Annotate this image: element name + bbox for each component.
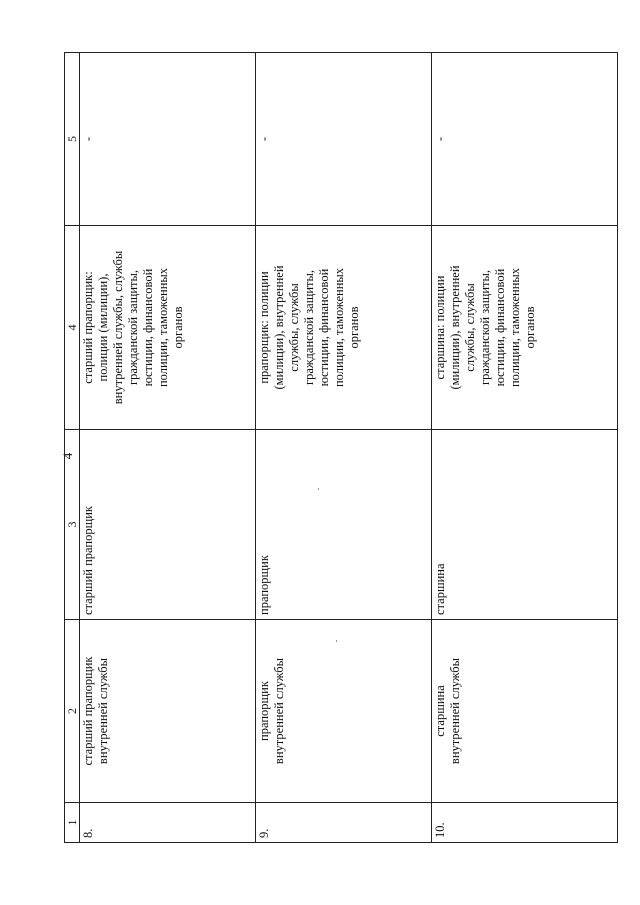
- rank-cell: старший прапорщик внутренней службы: [80, 620, 256, 803]
- note-cell: -: [256, 53, 432, 226]
- note-cell: -: [432, 53, 618, 226]
- note-cell: -: [80, 53, 256, 226]
- rank-cell: прапорщик внутренней службы: [256, 620, 432, 803]
- description-cell: старший прапорщик: полиции (милиции), внутренней службы, службы гражданской защиты, юстиции, финансовой полиции, таможенных органов: [80, 226, 256, 430]
- page-number: 4: [60, 452, 75, 460]
- table-row: [80, 53, 256, 843]
- row-number: 10.: [432, 803, 618, 843]
- row-number: 9.: [256, 803, 432, 843]
- equivalent-rank-cell: старший прапорщик: [80, 430, 256, 620]
- header-col-4: 4: [65, 226, 80, 430]
- header-col-1: 1: [65, 803, 80, 843]
- header-row: [65, 53, 80, 843]
- header-col-5: 5: [65, 53, 80, 226]
- header-col-2: 2: [65, 620, 80, 803]
- row-number: 8.: [80, 803, 256, 843]
- table-row: [432, 53, 618, 843]
- description-cell: прапорщик: полиции (милиции), внутренней службы, службы гражданской защиты, юстиции, финансовой полиции, таможенных органов: [256, 226, 432, 430]
- rotated-table-container: [64, 53, 616, 843]
- equivalent-rank-cell: старшина: [432, 430, 618, 620]
- table-row: [256, 53, 432, 843]
- equivalent-rank-cell: прапорщик: [256, 430, 432, 620]
- scan-speck: [318, 488, 319, 490]
- rank-cell: старшина внутренней службы: [432, 620, 618, 803]
- header-col-3: 3: [65, 430, 80, 620]
- description-cell: старшина: полиции (милиции), внутренней службы, службы гражданской защиты, юстиции, финансовой полиции, таможенных органов: [432, 226, 618, 430]
- scan-speck: [336, 640, 337, 642]
- ranks-table: [64, 52, 618, 843]
